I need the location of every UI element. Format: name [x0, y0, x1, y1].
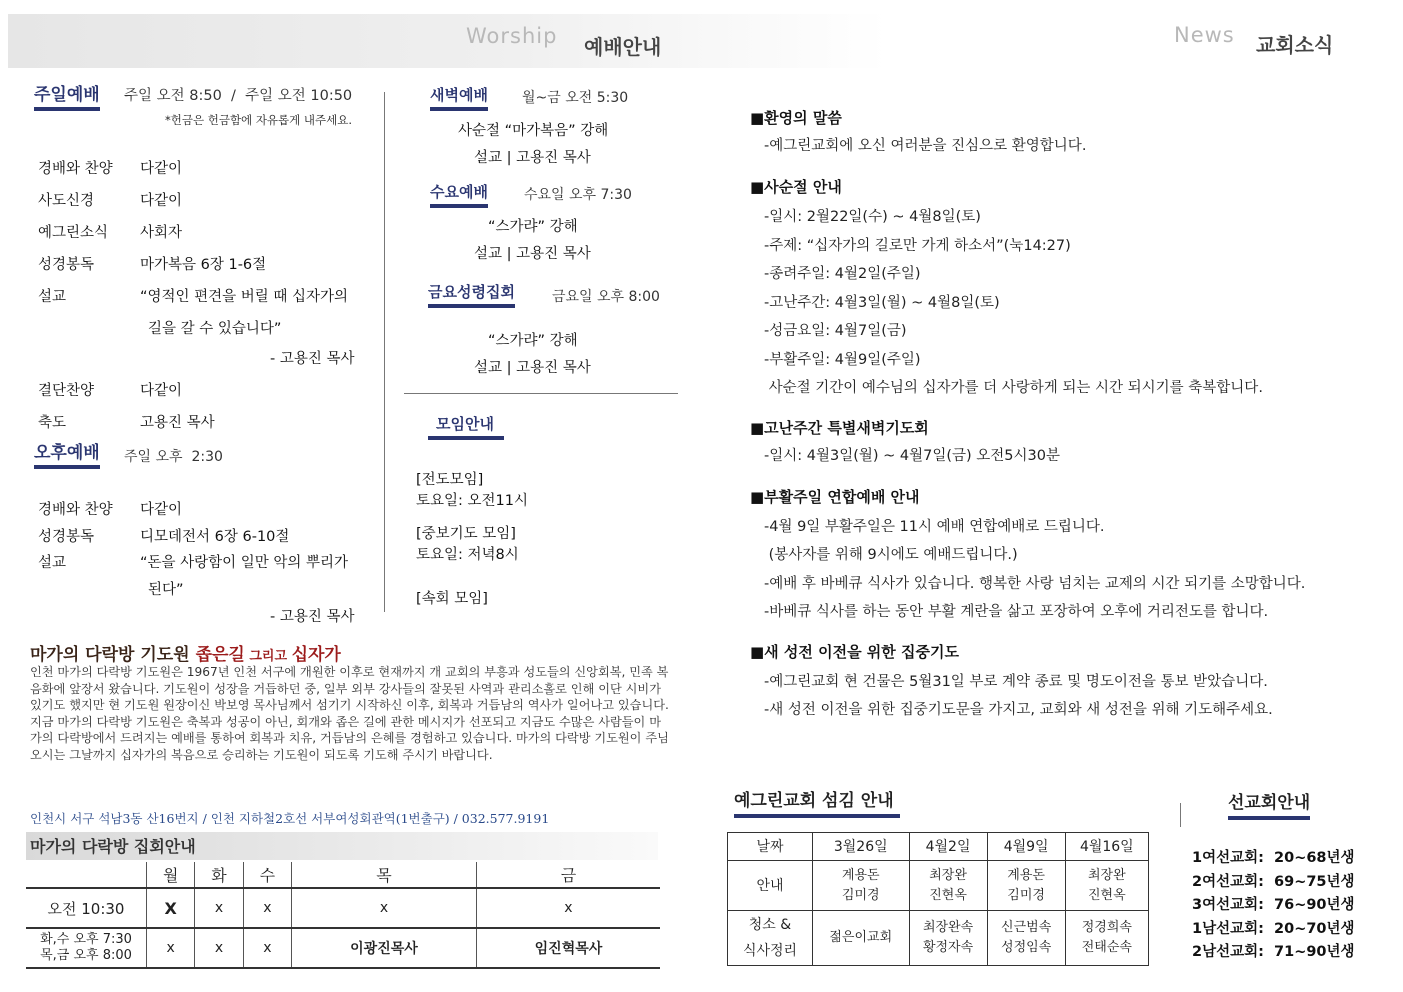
order-label: 축도	[38, 415, 67, 431]
meeting-time: 토요일: 오전11시	[416, 493, 528, 509]
order-value: 다같이	[140, 193, 183, 209]
service-header: 날짜	[728, 833, 813, 861]
news-header-en: News	[1174, 23, 1235, 47]
day-header: 수	[243, 862, 291, 888]
order-label: 예그린소식	[38, 225, 109, 241]
order-label: 설교	[38, 555, 67, 571]
news-line: -일시: 2월22일(수) ~ 4월8일(토)	[764, 209, 981, 225]
service-row-label: 청소 & 식사정리	[728, 911, 813, 966]
sermon-title-line2: 길을 갈 수 있습니다”	[148, 321, 282, 337]
afternoon-worship-time: 주일 오후 2:30	[124, 449, 223, 465]
service-header: 4월9일	[987, 833, 1065, 861]
news-heading: ■고난주간 특별새벽기도회	[750, 418, 929, 437]
news-line: -예그린교회 현 건물은 5월31일 부로 계약 종료 및 명도이전을 통보 받았습니다.	[764, 673, 1268, 690]
news-line: -바베큐 식사를 하는 동안 부활 계란을 삶고 포장하여 오후에 거리전도를 합니다.	[764, 604, 1269, 620]
day-header: 월	[147, 862, 195, 888]
order-label: 성경봉독	[38, 257, 95, 273]
schedule-cell: x	[243, 888, 291, 928]
news-heading: ■환영의 말씀	[750, 109, 842, 127]
meetings-title: 모임안내	[428, 413, 504, 440]
news-line: -예배 후 바베큐 식사가 있습니다. 행복한 사랑 넘치는 교제의 시간 되기를 소망합니다.	[764, 575, 1306, 592]
sermon-title: “돈을 사랑함이 일만 악의 뿌리가	[140, 555, 349, 571]
sermon-title-line2: 된다”	[148, 582, 184, 598]
section-divider	[404, 393, 678, 394]
news-line: -성금요일: 4월7일(금)	[764, 323, 907, 339]
dawn-preacher: 설교 | 고용진 목사	[474, 150, 591, 166]
schedule-cell: x	[147, 928, 195, 968]
mission-item: 1남선교회: 20~70년생	[1192, 920, 1355, 937]
news-heading: ■부활주일 연합예배 안내	[750, 487, 920, 506]
mission-divider	[1180, 803, 1181, 827]
service-header: 4월16일	[1065, 833, 1148, 861]
schedule-cell: X	[147, 888, 195, 928]
prayer-house-address: 인천시 서구 석남3동 산16번지 / 인천 지하철2호선 서부여성회관역(1번출구) / 032.577.9191	[30, 811, 550, 826]
schedule-cell: x	[476, 888, 660, 928]
wednesday-preacher: 설교 | 고용진 목사	[474, 246, 591, 262]
prayer-house-description: 인천 마가의 다락방 기도원은 1967년 인천 서구에 개원한 이후로 현재까지 개 교회의 부흥과 성도들의 신앙회복, 민족 복음화에 앞장서 왔습니다. 기도원이 성장을 거듭하던 중, 일부 외부 강사들의 잘못된 사역과 관리소홀로 인해 이단 시비가 있기도 했지만 현 기도원 원장이신 박보영 목사님께서 섬기기 시작하신 이후, 회복과 거듭남의 역사가 일어나고 있습니다. 지금 마가의 다락방 기도원은 축복과 성공이 아닌, 회개와 좁은 길에 관한 메시지가 선포되고 지금도 수많은 사람들이 마가의 다락방에서 드려지는 예배를 통하여 회복과 치유, 거듭남의 은혜를 경험하고 있습니다. 마가의 다락방 기도원이 주님 오시는 그날까지 십자가의 복음으로 승리하는 기도원이 되도록 기도해 주시기 바랍니다.	[30, 665, 669, 762]
day-header: 화	[195, 862, 243, 888]
friday-worship-time: 금요일 오후 8:00	[552, 289, 660, 305]
news-list	[750, 107, 1390, 725]
wednesday-worship-time: 수요일 오후 7:30	[524, 187, 632, 203]
mission-item: 2여선교회: 69~75년생	[1192, 873, 1355, 890]
news-line: -주제: “십자가의 길로만 가게 하소서”(눅14:27)	[764, 237, 1071, 254]
dawn-series: 사순절 “마가복음” 강해	[458, 123, 609, 139]
schedule-cell: x	[195, 888, 243, 928]
prayer-house-title: 마가의 다락방 기도원 좁은길 그리고 십자가	[30, 645, 341, 665]
dawn-worship-title: 새벽예배	[430, 84, 488, 111]
order-value: 다같이	[140, 161, 183, 177]
news-line: -고난주간: 4월3일(월) ~ 4월8일(토)	[764, 294, 1000, 311]
order-label: 경배와 찬양	[38, 161, 113, 177]
friday-series: “스가랴” 강해	[488, 333, 578, 349]
sunday-worship-title: 주일예배	[34, 80, 100, 111]
order-label: 결단찬양	[38, 383, 95, 399]
order-label: 성경봉독	[38, 529, 95, 545]
service-cell: 최장완 진현옥	[1065, 861, 1148, 911]
mission-item: 3여선교회: 76~90년생	[1192, 897, 1355, 913]
schedule-title: 마가의 다락방 집회안내	[30, 837, 196, 856]
news-header-ko: 교회소식	[1256, 33, 1334, 57]
order-value: 고용진 목사	[140, 415, 215, 431]
service-table	[727, 832, 1149, 966]
schedule-cell: x	[243, 928, 291, 968]
order-value: 다같이	[140, 383, 183, 399]
wednesday-worship-title: 수요예배	[430, 181, 488, 208]
dawn-worship-time: 월~금 오전 5:30	[522, 90, 629, 106]
service-cell: 신근범속 성정임속	[987, 911, 1065, 966]
news-line: 사순절 기간이 예수님의 십자가를 더 사랑하게 되는 시간 되시기를 축복합니다.	[764, 380, 1263, 396]
news-line: (봉사자를 위해 9시에도 예배드립니다.)	[764, 547, 1018, 563]
sermon-title: “영적인 편견을 버릴 때 십자가의	[140, 289, 349, 305]
service-cell: 최장완 진현옥	[909, 861, 987, 911]
news-line: -종려주일: 4월2일(주일)	[764, 266, 921, 282]
meeting-name: [속회 모임]	[416, 591, 488, 607]
news-line: -부활주일: 4월9일(주일)	[764, 351, 921, 368]
order-label: 사도신경	[38, 193, 95, 209]
day-header: 금	[476, 862, 660, 888]
order-label: 경배와 찬양	[38, 502, 113, 518]
service-row-label: 안내	[728, 861, 813, 911]
worship-header-en: Worship	[466, 24, 558, 48]
worship-header-bar	[8, 14, 888, 68]
news-line: -예그린교회에 오신 여러분을 진심으로 환영합니다.	[764, 138, 1087, 154]
day-header: 목	[292, 862, 477, 888]
service-cell: 최장완속 황정자속	[909, 911, 987, 966]
service-cell: 젊은이교회	[813, 911, 910, 966]
mission-item: 2남선교회: 71~90년생	[1192, 944, 1355, 960]
order-value: 다같이	[140, 502, 183, 518]
service-title: 예그린교회 섬김 안내	[734, 786, 900, 818]
preacher: - 고용진 목사	[270, 609, 355, 625]
schedule-cell: 임진혁목사	[476, 928, 660, 968]
friday-preacher: 설교 | 고용진 목사	[474, 360, 591, 376]
meeting-name: [중보기도 모임]	[416, 526, 516, 542]
meeting-name: [전도모임]	[416, 472, 484, 488]
schedule-cell: x	[292, 888, 477, 928]
afternoon-worship-title: 오후예배	[34, 438, 100, 469]
mission-item: 1여선교회: 20~68년생	[1192, 850, 1355, 866]
news-heading: ■새 성전 이전을 위한 집중기도	[750, 642, 959, 661]
news-line: -4월 9일 부활주일은 11시 예배 연합예배로 드립니다.	[764, 518, 1105, 535]
schedule-table	[26, 862, 660, 969]
mission-title: 선교회안내	[1228, 788, 1310, 820]
service-cell: 정경희속 전태순속	[1065, 911, 1148, 966]
schedule-time: 화,수 오후 7:30 목,금 오후 8:00	[26, 928, 147, 968]
friday-worship-title: 금요성령집회	[428, 281, 515, 308]
order-value: 마가복음 6장 1-6절	[140, 257, 267, 273]
service-cell: 계용돈 김미경	[987, 861, 1065, 911]
meeting-time: 토요일: 저녁8시	[416, 547, 519, 563]
order-value: 디모데전서 6장 6-10절	[140, 529, 290, 545]
sunday-worship-times: 주일 오전 8:50 / 주일 오전 10:50	[124, 88, 353, 104]
offering-note: *헌금은 헌금함에 자유롭게 내주세요.	[165, 113, 353, 127]
mission-list	[1192, 846, 1355, 964]
news-line: -새 성전 이전을 위한 집중기도문을 가지고, 교회와 새 성전을 위해 기도해주세요.	[764, 702, 1273, 718]
service-header: 4월2일	[909, 833, 987, 861]
schedule-cell: 이광진목사	[292, 928, 477, 968]
column-divider	[384, 92, 385, 612]
worship-header-ko: 예배안내	[584, 35, 662, 59]
service-cell: 계용돈 김미경	[813, 861, 910, 911]
schedule-time: 오전 10:30	[26, 888, 147, 928]
news-line: -일시: 4월3일(월) ~ 4월7일(금) 오전5시30분	[764, 447, 1060, 464]
schedule-cell: x	[195, 928, 243, 968]
preacher: - 고용진 목사	[270, 351, 355, 367]
news-heading: ■사순절 안내	[750, 178, 842, 196]
order-label: 설교	[38, 289, 67, 305]
service-header: 3월26일	[813, 833, 910, 861]
order-value: 사회자	[140, 225, 183, 241]
wednesday-series: “스가랴” 강해	[488, 219, 578, 235]
